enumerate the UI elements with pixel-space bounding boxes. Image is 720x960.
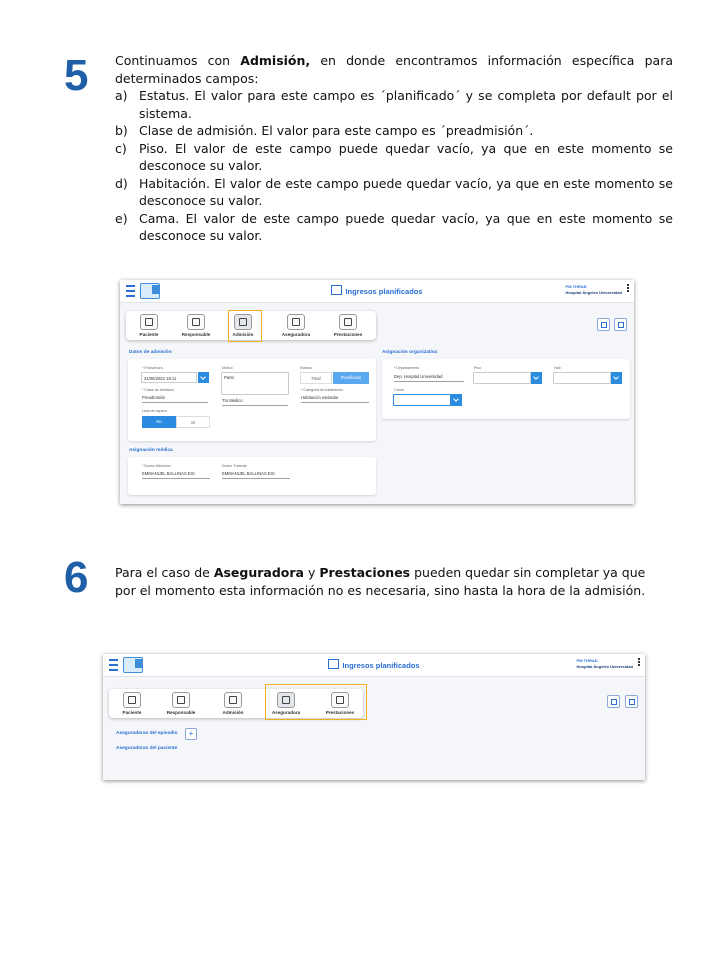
field-label: * Fecha/hora	[142, 366, 163, 370]
screenshot-admision	[120, 280, 634, 504]
fecha-hora-field[interactable]: 21/06/2022 19:11	[141, 372, 197, 383]
person-icon	[172, 692, 190, 708]
section-title: Datos de admisión	[129, 350, 172, 355]
list-item: e) Cama. El valor de este campo puede quedar vacío, ya que en este momento se desconoce su valor.	[115, 210, 673, 243]
habitacion-dropdown-button[interactable]	[611, 372, 622, 384]
insurance-icon	[287, 314, 305, 330]
piso-select[interactable]	[473, 372, 531, 384]
piso-dropdown-button[interactable]	[531, 372, 542, 384]
categoria-select[interactable]: Habitación estándar	[301, 394, 369, 403]
user-info: PM THRAD Hospital Ángeles Universidad	[576, 658, 633, 669]
status-final-button[interactable]: Final	[300, 372, 332, 384]
field-label: * Clase de admisión	[142, 388, 174, 392]
services-icon	[339, 314, 357, 330]
list-item: a) Estatus. El valor para este campo es ´planificado´ y se completa por default por el sistema.	[115, 88, 673, 121]
step5-text	[115, 52, 673, 245]
asignacion-medica-card	[128, 457, 376, 495]
tab-aseguradora[interactable]: Aseguradora	[276, 314, 316, 337]
doctor-tratante-field[interactable]: EMMANUEL BALLINAS ESI	[222, 470, 290, 479]
tab-admision[interactable]: Admisión	[223, 314, 263, 337]
section-title: Asignación médica	[129, 448, 173, 453]
field-label: * Categoría de tratamiento	[301, 388, 344, 392]
step6-text: Para el caso de Aseguradora y Prestaciones pueden quedar sin completar ya que por el momento esta información no es necesaria, sino hasta la hora de la admisión.	[115, 565, 646, 598]
calendar-icon	[328, 659, 339, 669]
step5-list	[115, 87, 673, 245]
field-label: Lista de espera	[142, 409, 167, 413]
field-label: * Doctor Admisión	[142, 464, 171, 468]
step-number-5: 5	[64, 51, 89, 100]
save-button[interactable]	[614, 318, 627, 331]
list-item: b) Clase de admisión. El valor para este campo es ´preadmisión´.	[115, 123, 534, 138]
habitacion-select[interactable]	[553, 372, 611, 384]
status-planificado-button[interactable]: Planificado	[333, 372, 369, 384]
departamento-select[interactable]: Dep. Hospital Universidad	[394, 373, 464, 382]
list-item: c) Piso. El valor de este campo puede quedar vacío, ya que en este momento se desconoce su valor.	[115, 140, 673, 173]
save-button[interactable]	[625, 695, 638, 708]
patient-icon	[140, 314, 158, 330]
patient-icon	[123, 692, 141, 708]
datos-admision-card	[128, 359, 376, 441]
doctor-admision-field[interactable]: EMMANUEL BALLINAS ESI	[142, 470, 210, 479]
tab-paciente[interactable]: Paciente	[112, 692, 152, 715]
field-label: Cama	[394, 388, 404, 392]
clase-admision-select[interactable]: Preadmisión	[142, 394, 208, 403]
asignacion-organizativa-card	[382, 359, 630, 419]
tab-responsable[interactable]: Responsable	[161, 692, 201, 715]
tab-admision[interactable]: Admisión	[213, 692, 253, 715]
aseguradoras-episodio-title: Aseguradoras del episodio	[116, 731, 178, 736]
field-label: Doctor Tratante	[222, 464, 247, 468]
field-label: Estatus	[300, 366, 312, 370]
more-options-icon[interactable]	[627, 284, 629, 286]
app-topbar	[120, 280, 634, 303]
lista-espera-no[interactable]: No	[142, 416, 176, 428]
screenshot-aseguradora	[103, 654, 645, 780]
section-title: Asignación organizativa	[382, 350, 438, 355]
highlight-admision-tab	[228, 310, 262, 342]
field-label: Motivo	[222, 366, 233, 370]
calendar-picker-button[interactable]	[198, 372, 209, 383]
lista-espera-si[interactable]: Sí	[176, 416, 210, 428]
user-info: PM THRAD Hospital Ángeles Universidad	[565, 284, 622, 295]
calendar-icon	[331, 285, 342, 295]
cama-select[interactable]	[393, 394, 451, 406]
tab-prestaciones[interactable]: Prestaciones	[328, 314, 368, 337]
admission-icon	[224, 692, 242, 708]
tab-responsable[interactable]: Responsable	[176, 314, 216, 337]
app-title: Ingresos planificados	[120, 285, 634, 296]
tab-aseguradora[interactable]: Aseguradora	[266, 692, 306, 715]
highlight-aseguradora-prestaciones-tabs	[265, 684, 367, 720]
step5-intro: Continuamos con Admisión, en donde encontramos información específica para determinados campos:	[115, 53, 674, 86]
aseguradoras-paciente-title: Aseguradoras del paciente	[116, 746, 178, 751]
tipo-select[interactable]: Tto Médico	[222, 397, 288, 406]
field-label: Hab	[554, 366, 561, 370]
back-button[interactable]	[607, 695, 620, 708]
step-number-6: 6	[64, 553, 89, 602]
field-label: Piso	[474, 366, 481, 370]
person-icon	[187, 314, 205, 330]
motivo-field[interactable]: Parto	[221, 372, 289, 395]
list-item: d) Habitación. El valor de este campo puede quedar vacío, ya que en este momento se desconoce su valor.	[115, 175, 673, 208]
app-topbar	[103, 654, 645, 677]
back-button[interactable]	[597, 318, 610, 331]
app-title: Ingresos planificados	[103, 659, 645, 670]
more-options-icon[interactable]	[638, 658, 640, 660]
add-aseguradora-button[interactable]: +	[185, 728, 197, 740]
field-label: * Departamento	[394, 366, 420, 370]
cama-dropdown-button[interactable]	[451, 394, 462, 406]
tab-paciente[interactable]: Paciente	[129, 314, 169, 337]
tab-prestaciones[interactable]: Prestaciones	[320, 692, 360, 715]
